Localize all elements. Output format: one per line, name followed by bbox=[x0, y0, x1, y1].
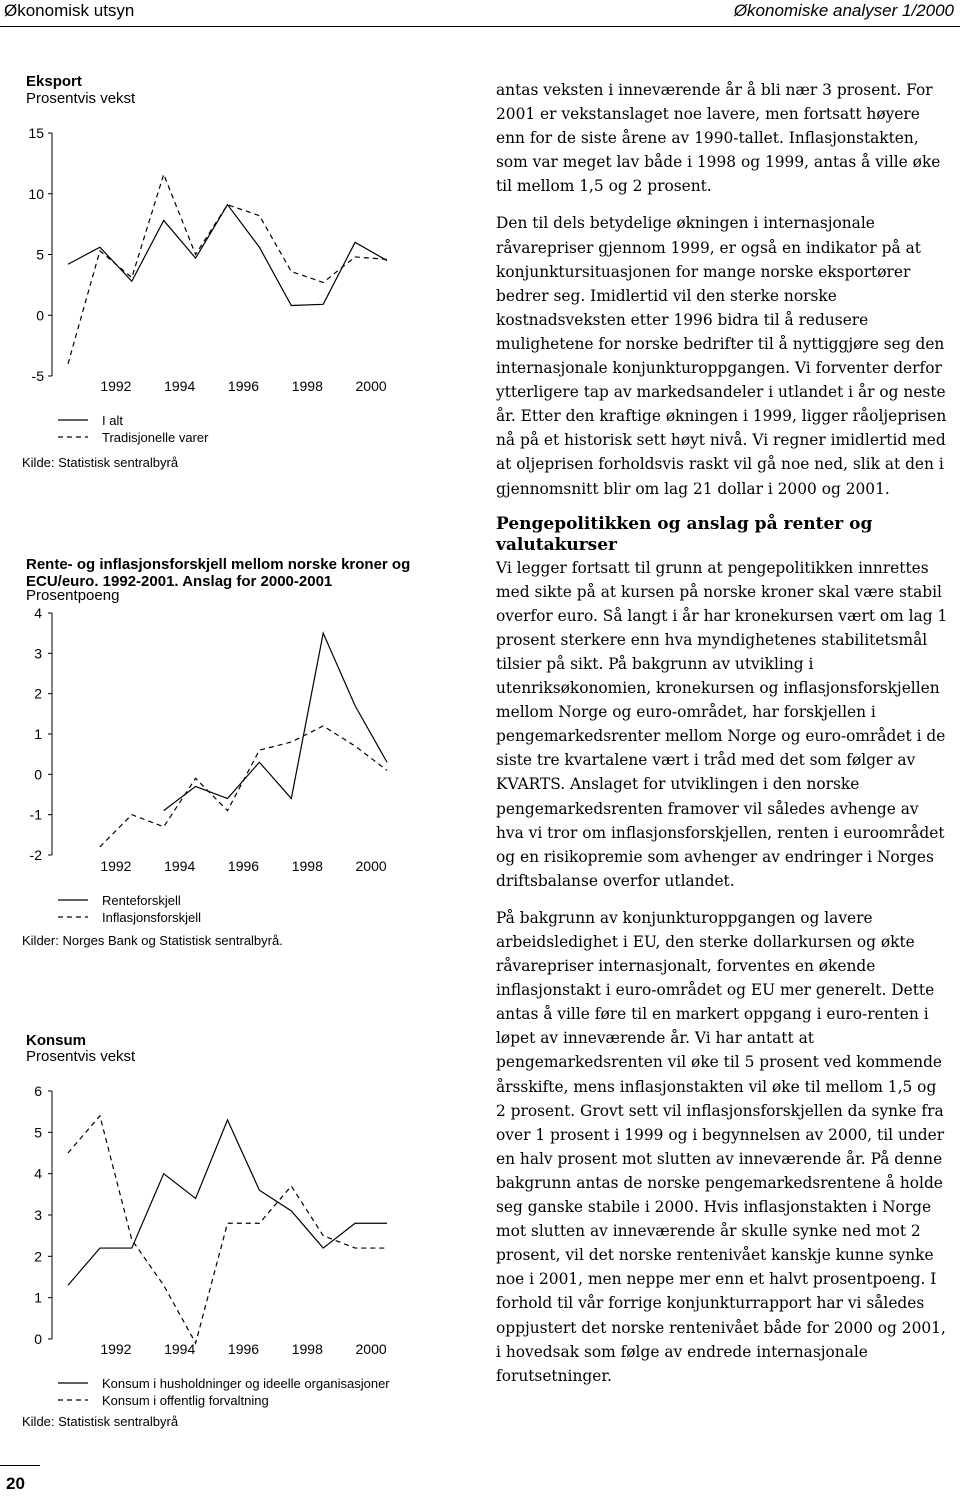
x-tick-label: 1996 bbox=[227, 858, 260, 874]
y-tick-label: 3 bbox=[34, 645, 42, 662]
x-tick-label: 1996 bbox=[227, 1341, 260, 1357]
paragraph: På bakgrunn av konjunkturoppgangen og lavere arbeidsledighet i EU, den sterke dollarkursen og økte råvarepriser internasjonalt, forventes en økende inflasjonstakt i euro-området og EU mer generelt. Dette antas å ville føre til en markert oppgang i euro-renten i løpet av inneværende år. Vi har antatt at pengemarkedsrenten vil øke til 5 prosent ved kommende årsskifte, mens inflasjonstakten vil øke til mellom 1,5 og 2 prosent. Grovt sett vil inflasjonsforskjellen da synke fra over 1 prosent i 1999 og i begynnelsen av 2000, til under en halv prosent mot slutten av inneværende år. På denne bakgrunn antas de norske pengemarkedsrentene å holde seg ganske stabile i 2000. Hvis inflasjonstakten i Norge mot slutten av inneværende år skulle synke ned mot 2 prosent, vil det norske rentenivået kanskje kunne synke noe i 2001, men neppe mer enn et halvt prosentpoeng. I forhold til vår forrige konjunkturrapport har vi således oppjustert det norske rentenivået både for 2000 og 2001, i hovedsak som følge av endrede internasjonale forutsetninger. bbox=[496, 908, 946, 1385]
x-tick-label: 1996 bbox=[227, 378, 260, 394]
legend-label: Renteforskjell bbox=[102, 893, 181, 908]
x-tick-label: 1992 bbox=[100, 378, 132, 394]
chart-title: Konsum bbox=[26, 1032, 86, 1049]
running-head-right: Økonomiske analyser 1/2000 bbox=[733, 1, 954, 20]
y-tick-label: 5 bbox=[36, 246, 44, 263]
body-text-column bbox=[496, 78, 948, 1401]
section-heading: Pengepolitikken og anslag på renter og valutakurser bbox=[496, 513, 873, 555]
paragraph: Vi legger fortsatt til grunn at pengepolitikken innrettes med sikte på at kursen på norske kroner skal være stabil overfor euro. Så langt i år har kronekursen vært om lag 1 prosent sterkere enn hva myndighetenes stabilitetsmål tilsier på sikt. På bakgrunn av utvikling i utenriksøkonomien, kronekursen og inflasjonsforskjellen mellom Norge og euro-området, har forskjellen i pengemarkedsrenter mellom Norge og euro-området i de siste tre kvartalene vært i tråd med det som følger av KVARTS. Anslaget for utviklingen i den norske pengemarkedsrenten framover vil således avhenge av hva vi tror om inflasjonsforskjellen, renten i euroområdet og en risikopremie som avhenger av endringer i Norges driftsbalanse overfor utlandet. bbox=[496, 558, 948, 890]
chart-unit: Prosentvis vekst bbox=[26, 90, 136, 107]
chart-plot bbox=[0, 0, 480, 1440]
y-tick-label: -5 bbox=[31, 368, 44, 384]
legend-label: Inflasjonsforskjell bbox=[102, 910, 201, 925]
x-tick-label: 1994 bbox=[164, 378, 196, 394]
x-tick-label: 1994 bbox=[164, 1341, 196, 1357]
y-tick-label: 0 bbox=[36, 307, 44, 324]
chart-unit: Prosentvis vekst bbox=[26, 1048, 136, 1065]
x-tick-label: 2000 bbox=[355, 858, 387, 874]
y-tick-label: 6 bbox=[34, 1083, 42, 1099]
chart-source: Kilder: Norges Bank og Statistisk sentralbyrå. bbox=[22, 933, 283, 948]
y-tick-label: 10 bbox=[28, 185, 44, 202]
chart-source: Kilde: Statistisk sentralbyrå bbox=[22, 1414, 179, 1429]
page-number: 20 bbox=[6, 1474, 25, 1493]
chart-konsum bbox=[0, 0, 480, 1440]
chart-title: Rente- og inflasjonsforskjell mellom norske kroner og ECU/euro. 1992-2001. Anslag for 2000-2001 bbox=[26, 556, 411, 590]
legend-label: Tradisjonelle varer bbox=[102, 430, 209, 445]
y-tick-label: -1 bbox=[29, 806, 42, 823]
x-tick-label: 1994 bbox=[164, 858, 196, 874]
y-tick-label: 4 bbox=[34, 605, 42, 621]
y-tick-label: 3 bbox=[34, 1207, 42, 1223]
y-tick-label: 2 bbox=[34, 685, 42, 702]
x-tick-label: 1992 bbox=[100, 858, 132, 874]
chart-unit: Prosentpoeng bbox=[26, 587, 120, 604]
y-tick-label: -2 bbox=[29, 847, 42, 863]
y-tick-label: 15 bbox=[28, 125, 44, 141]
paragraph: Den til dels betydelige økningen i internasjonale råvarepriser gjennom 1999, er også en indikator på at konjunktursituasjonen for mange norske eksportører bedrer seg. Imidlertid vil den sterke norske kostnadsveksten etter 1996 bidra til å redusere mulighetene for norske bedrifter til å nyttiggjøre seg den internasjonale konjunkturoppgangen. Vi forventer derfor ytterligere tap av markedsandeler i utlandet i år og neste år. Etter den kraftige økningen i 1999, ligger råoljeprisen nå på et historisk sett høyt nivå. Vi regner imidlertid med at oljeprisen forholdsvis raskt vil gå noe ned, slik at den i gjennomsnitt blir om lag 21 dollar i 2000 og 2001. bbox=[496, 214, 947, 498]
y-tick-label: 1 bbox=[34, 726, 42, 742]
x-tick-label: 2000 bbox=[355, 378, 387, 394]
x-tick-label: 1998 bbox=[291, 378, 323, 394]
y-tick-label: 5 bbox=[34, 1124, 42, 1141]
legend-label: Konsum i husholdninger og ideelle organisasjoner bbox=[102, 1376, 390, 1391]
chart-source: Kilde: Statistisk sentralbyrå bbox=[22, 455, 179, 470]
running-head-left: Økonomisk utsyn bbox=[4, 1, 135, 20]
x-tick-label: 2000 bbox=[355, 1341, 387, 1357]
series-line-0 bbox=[68, 1120, 387, 1285]
y-tick-label: 2 bbox=[34, 1248, 42, 1265]
series-line-1 bbox=[68, 1116, 387, 1343]
legend-label: Konsum i offentlig forvaltning bbox=[102, 1393, 269, 1408]
y-tick-label: 4 bbox=[34, 1165, 42, 1182]
y-tick-label: 0 bbox=[34, 766, 42, 783]
x-tick-label: 1992 bbox=[100, 1341, 132, 1357]
legend-label: I alt bbox=[102, 413, 123, 428]
y-tick-label: 1 bbox=[34, 1289, 42, 1306]
paragraph: antas veksten i inneværende år å bli nær 3 prosent. For 2001 er vekstanslaget noe lavere, men fortsatt høyere enn for de siste årene av 1990-tallet. Inflasjonstakten, som var meget lav både i 1998 og 1999, antas å ville øke til mellom 1,5 og 2 prosent. bbox=[496, 81, 941, 196]
y-tick-label: 0 bbox=[34, 1331, 42, 1347]
x-tick-label: 1998 bbox=[291, 1341, 323, 1357]
x-tick-label: 1998 bbox=[291, 858, 323, 874]
chart-title: Eksport bbox=[26, 73, 82, 90]
